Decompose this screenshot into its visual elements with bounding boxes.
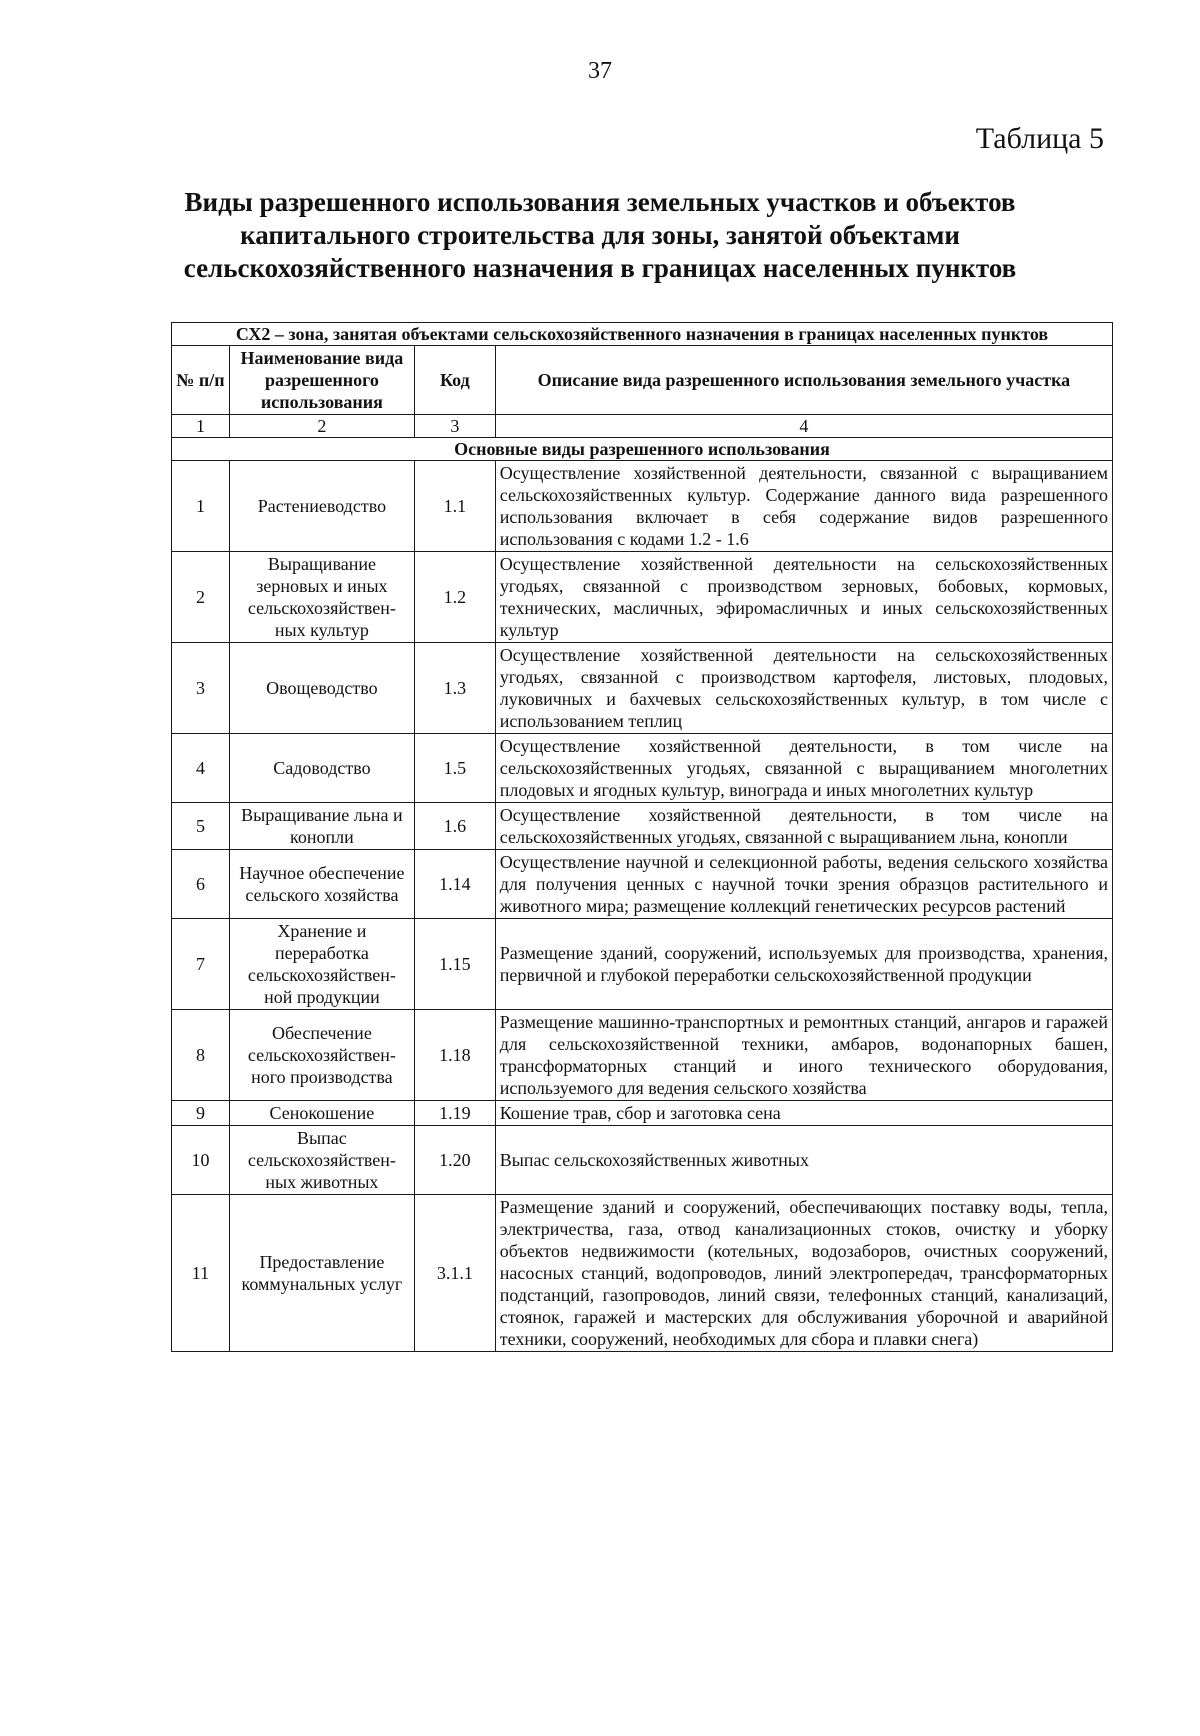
table-row	[172, 734, 1113, 803]
use-description: Выпас сельскохозяйственных животных	[495, 1126, 1112, 1195]
column-header-description: Описание вида разрешенного использования земельного участка	[495, 346, 1112, 415]
row-number: 4	[172, 734, 230, 803]
column-index: 4	[495, 415, 1112, 438]
use-description: Осуществление хозяйственной деятельности на сельскохозяйственных угодьях, связанной с производством картофеля, листовых, плодовых, луковичных и бахчевых сельскохозяйственных культур, в том числе с использованием теплиц	[495, 643, 1112, 734]
use-name: Сенокошение	[229, 1101, 414, 1126]
use-description: Кошение трав, сбор и заготовка сена	[495, 1101, 1112, 1126]
use-description: Осуществление хозяйственной деятельности, связанной с выращиванием сельскохозяйственных культур. Содержание данного вида разрешенного использования включает в себя содержание видов разрешенного использования с кодами 1.2 - 1.6	[495, 461, 1112, 552]
row-number: 9	[172, 1101, 230, 1126]
table-row	[172, 1101, 1113, 1126]
section-header: Основные виды разрешенного использования	[172, 438, 1113, 461]
zone-header: СХ2 – зона, занятая объектами сельскохозяйственного назначения в границах населенных пунктов	[172, 323, 1113, 346]
use-code: 1.15	[414, 919, 495, 1010]
row-number: 11	[172, 1195, 230, 1352]
row-number: 5	[172, 803, 230, 850]
table-row	[172, 1126, 1113, 1195]
row-number: 6	[172, 850, 230, 919]
use-name: Садоводство	[229, 734, 414, 803]
table-row	[172, 461, 1113, 552]
table-row	[172, 1195, 1113, 1352]
use-code: 1.14	[414, 850, 495, 919]
column-index: 3	[414, 415, 495, 438]
use-description: Размещение зданий и сооружений, обеспечивающих поставку воды, тепла, электричества, газа, отвод канализационных стоков, очистку и уборку объектов недвижимости (котельных, водозаборов, очистных сооружений, насосных станций, водопроводов, линий электропередач, трансформаторных подстанций, газопроводов, линий связи, телефонных станций, канализаций, стоянок, гаражей и мастерских для обслуживания уборочной и аварийной техники, сооружений, необходимых для сбора и плавки снега)	[495, 1195, 1112, 1352]
row-number: 10	[172, 1126, 230, 1195]
use-description: Осуществление хозяйственной деятельности, в том числе на сельскохозяйственных угодьях, связанной с выращиванием многолетних плодовых и ягодных культур, винограда и иных многолетних культур	[495, 734, 1112, 803]
use-code: 1.19	[414, 1101, 495, 1126]
column-header-number: № п/п	[172, 346, 230, 415]
table-row	[172, 803, 1113, 850]
table-row	[172, 850, 1113, 919]
table-row	[172, 552, 1113, 643]
row-number: 7	[172, 919, 230, 1010]
table-row	[172, 919, 1113, 1010]
table-row	[172, 643, 1113, 734]
column-header-name: Наименование вида разрешенного использования	[229, 346, 414, 415]
document-title: Виды разрешенного использования земельных участков и объектов капитального строительства для зоны, занятой объектами сельскохозяйственного назначения в границах населенных пунктов	[183, 187, 1017, 283]
use-code: 3.1.1	[414, 1195, 495, 1352]
use-code: 1.2	[414, 552, 495, 643]
use-name: Научное обеспечение сельского хозяйства	[229, 850, 414, 919]
row-number: 3	[172, 643, 230, 734]
page-number: 37	[588, 58, 612, 84]
use-name: Обеспечение сельскохозяйствен-ного производства	[229, 1010, 414, 1101]
column-index: 2	[229, 415, 414, 438]
table-row	[172, 1010, 1113, 1101]
row-number: 2	[172, 552, 230, 643]
use-description: Осуществление хозяйственной деятельности, в том числе на сельскохозяйственных угодьях, связанной с выращиванием льна, конопли	[495, 803, 1112, 850]
column-index: 1	[172, 415, 230, 438]
use-code: 1.3	[414, 643, 495, 734]
use-code: 1.20	[414, 1126, 495, 1195]
use-name: Выращивание льна и конопли	[229, 803, 414, 850]
use-description: Размещение зданий, сооружений, используемых для производства, хранения, первичной и глубокой переработки сельскохозяйственной продукции	[495, 919, 1112, 1010]
use-name: Выпас сельскохозяйствен-ных животных	[229, 1126, 414, 1195]
use-name: Овощеводство	[229, 643, 414, 734]
use-name: Предоставление коммунальных услуг	[229, 1195, 414, 1352]
row-number: 1	[172, 461, 230, 552]
use-code: 1.1	[414, 461, 495, 552]
use-description: Осуществление научной и селекционной работы, ведения сельского хозяйства для получения ценных с научной точки зрения образцов растительного и животного мира; размещение коллекций генетических ресурсов растений	[495, 850, 1112, 919]
column-header-code: Код	[414, 346, 495, 415]
use-description: Размещение машинно-транспортных и ремонтных станций, ангаров и гаражей для сельскохозяйственной техники, амбаров, водонапорных башен, трансформаторных станций и иного технического оборудования, используемого для ведения сельского хозяйства	[495, 1010, 1112, 1101]
land-use-table	[171, 322, 1113, 1352]
row-number: 8	[172, 1010, 230, 1101]
use-name: Выращивание зерновых и иных сельскохозяйствен-ных культур	[229, 552, 414, 643]
use-name: Хранение и переработка сельскохозяйствен-ной продукции	[229, 919, 414, 1010]
use-code: 1.5	[414, 734, 495, 803]
use-code: 1.6	[414, 803, 495, 850]
use-description: Осуществление хозяйственной деятельности на сельскохозяйственных угодьях, связанной с производством зерновых, бобовых, кормовых, технических, масличных, эфиромасличных и иных сельскохозяйственных культур	[495, 552, 1112, 643]
use-name: Растениеводство	[229, 461, 414, 552]
use-code: 1.18	[414, 1010, 495, 1101]
table-label: Таблица 5	[975, 122, 1104, 155]
